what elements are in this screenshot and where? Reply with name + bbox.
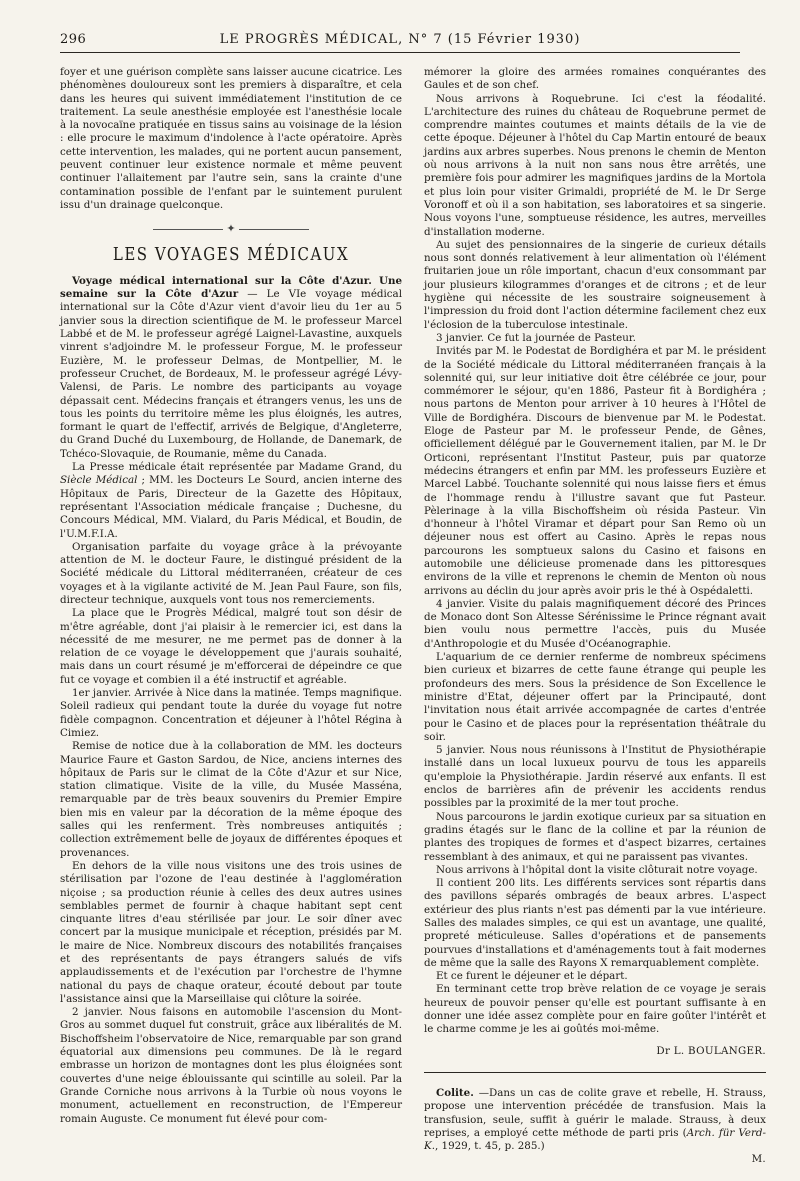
running-title: LE PROGRÈS MÉDICAL, N° 7 (15 Février 1930): [219, 32, 581, 47]
page-header: [60, 30, 740, 53]
paragraph: Voyage médical international sur la Côte d'Azur. Une semaine sur la Côte d'Azur — Le VIe voyage médical international sur la Côte d'Azur vient d'avoir lieu du 1er au 5 janvier sous la direction scientifique de M. le professeur Marcel Labbé et de M. le professeur agrégé Laignel-Lavastine, auxquels vinrent s'adjoindre M. le professeur Forgue, M. le professeur Euzière, M. le professeur Delmas, de Montpellier, M. le professeur Cruchet, de Bordeaux, M. le professeur agrégé Lévy-Valensi, de Paris. Le nombre des participants au voyage dépassait cent. Médecins français et étrangers venus, les uns de tous les points du territoire même les plus éloignés, les autres, formant le quart de l'effectif, arrivés de Belgique, d'Angleterre, du Grand Duché du Luxembourg, de Hollande, de Danemark, de Tchéco-Slovaquie, de Roumanie, même du Canada.: [60, 274, 402, 460]
page-number: 296: [60, 32, 87, 47]
section-divider: [424, 1072, 766, 1073]
paragraph: 1er janvier. Arrivée à Nice dans la matinée. Temps magnifique. Soleil radieux qui pendant toute la durée du voyage fut notre fidèle compagnon. Concentration et déjeuner à l'hôtel Régina à Cimiez.: [60, 687, 402, 739]
paragraph: Colite. —Dans un cas de colite grave et rebelle, H. Strauss, propose une intervention précédée de transfusion. Mais la transfusion, seule, suffit à guérir le malade. Strauss, à deux reprises, a employé cette méthode de parti pris (Arch. für Verd-K., 1929, t. 45, p. 285.): [424, 1086, 766, 1153]
paragraph: L'aquarium de ce dernier renferme de nombreux spécimens bien curieux et bizarres de cette faune étrange qui peuple les profondeurs des mers. Sous la présidence de Son Excellence le ministre d'Etat, déjeuner offert par la Principauté, dont l'invitation nous était arrivée accompagnée de cartes d'entrée pour le Casino et de places pour la représentation théâtrale du soir.: [424, 651, 766, 743]
colite-note: [424, 1087, 766, 1167]
right-column: [424, 66, 766, 1181]
paragraph: Nous arrivons à Roquebrune. Ici c'est la féodalité. L'architecture des ruines du château de Roquebrune permet de comprendre maintes coutumes et maints détails de la vie de cette époque. Déjeuner à l'hôtel du Cap Martin entouré de beaux jardins aux arbres superbes. Nous prenons le chemin de Menton où nous arrivons à la nuit non sans nous être arrêtés, une première fois pour admirer les magnifiques jardins de la Mortola et plus loin pour visiter Grimaldi, propriété de M. le Dr Serge Voronoff et où il a son habitation, ses laboratoires et sa singerie. Nous voyons l'une, somptueuse résidence, les autres, merveilles d'installation moderne.: [424, 92, 766, 238]
paragraph: La Presse médicale était représentée par Madame Grand, du Siècle Médical ; MM. les Docteurs Le Sourd, ancien interne des Hôpitaux de Paris, Directeur de la Gazette des Hôpitaux, représentant l'Association médicale française ; Duchesne, du Concours Médical, MM. Vialard, du Paris Médical, et Boudin, de l'U.M.F.I.A.: [60, 461, 402, 540]
paragraph: mémorer la gloire des armées romaines conquérantes des Gaules et de son chef.: [424, 66, 766, 92]
ornament-divider: ✦: [60, 222, 402, 235]
paragraph: 4 janvier. Visite du palais magnifiquement décoré des Princes de Monaco dont Son Altesse Sérénissime le Prince régnant avait bien voulu nous permettre l'accès, puis du Musée d'Anthropologie et du Musée d'Océanographie.: [424, 597, 766, 650]
paragraph: En dehors de la ville nous visitons une des trois usines de stérilisation par l'ozone de l'eau destinée à l'agglomération niçoise ; sa production réunie à celles des deux autres usines semblables permet de fournir à chaque habitant sept cent cinquante litres d'eau stérilisée par jour. Le soir dîner avec concert par la musique municipale et réception, présidés par M. le maire de Nice. Nombreux discours des notabilités françaises et des représentants de pays étrangers salués de vifs applaudissements et de l'exécution par l'orchestre de l'hymne national du pays de chaque orateur, écouté debout par toute l'assistance ainsi que la Marseillaise qui clôture la soirée.: [60, 859, 402, 1005]
paragraph: Il contient 200 lits. Les différents services sont répartis dans des pavillons séparés ombragés de beaux arbres. L'aspect extérieur des plus riants n'est pas démenti par la vue intérieure. Salles des malades simples, ce qui est un avantage, une qualité, propreté méticuleuse. Salles d'opérations et de pansements pourvues d'installations et d'aménagements tout à fait modernes de même que la salle des Rayons X remarquablement complète.: [424, 877, 766, 969]
paragraph: En terminant cette trop brève relation de ce voyage je serais heureux de pouvoir penser qu'elle est pourtant suffisante à en donner une idée assez complète pour en faire goûter l'intérêt et le charme comme je les ai goûtés moi-même.: [424, 983, 766, 1036]
section-title: LES VOYAGES MÉDICAUX: [112, 242, 350, 265]
paragraph: Invités par M. le Podestat de Bordighéra et par M. le président de la Société médicale du Littoral méditerranéen français à la solennité qui, sur leur initiative doit être célébrée ce jour, pour commémorer le séjour, qu'en 1886, Pasteur fit à Bordighéra ; nous partons de Menton pour arriver à 10 heures à l'Hôtel de Ville de Bordighéra. Discours de bienvenue par M. le Podestat. Eloge de Pasteur par M. le professeur Pende, de Gênes, officiellement délégué par le Gouvernement italien, par M. le Dr Orticoni, représentant l'Institut Pasteur, puis par quatorze médecins étrangers et enfin par MM. les professeurs Euzière et Marcel Labbé. Touchante solennité qui nous laisse fiers et émus de l'hommage rendu à l'illustre savant que fut Pasteur. Pèlerinage à la villa Bischoffsheim où résida Pasteur. Vin d'honneur à l'hôtel Viramar et départ pour San Remo où un déjeuner nous est offert au Casino. Après le repas nous parcourons les somptueux salons du Casino et faisons en automobile une délicieuse promenade dans les pittoresques environs de la ville et reprenons le chemin de Menton où nous arrivons au déclin du jour après avoir pris le thé à Ospédaletti.: [424, 345, 766, 597]
left-column: [60, 66, 402, 1126]
paragraph: 3 janvier. Ce fut la journée de Pasteur.: [436, 331, 636, 344]
article-subhead: Voyage médical international sur la Côte d'Azur. Une semaine sur la Côte d'Azur: [60, 274, 402, 301]
paragraph: La place que le Progrès Médical, malgré tout son désir de m'être agréable, dont j'ai plaisir à le remercier ici, est dans la nécessité de me mesurer, ne me permet pas de donner à la relation de ce voyage le développement que j'aurais souhaité, mais dans un court résumé je m'efforcerai de dépeindre ce que fut ce voyage et combien il a été instructif et agréable.: [60, 607, 402, 686]
paragraph: Et ce furent le déjeuner et le départ.: [436, 970, 628, 983]
author-signature: Dr L. BOULANGER.: [656, 1044, 766, 1057]
paragraph: Nous arrivons à l'hôpital dont la visite clôturait notre voyage.: [436, 863, 758, 876]
paragraph: foyer et une guérison complète sans laisser aucune cicatrice. Les phénomènes douloureux sont les premiers à disparaître, et cela dans les heures qui suivent immédiatement l'institution de ce traitement. La seule anesthésie employée est l'anesthésie locale à la novocaïne pratiquée en tissus sains au voisinage de la lésion : elle procure le maximum d'indolence à l'acte opératoire. Après cette intervention, les malades, qui ne portent aucun pansement, peuvent continuer leur existence normale et même peuvent continuer l'allaitement par l'autre sein, sans la crainte d'une contamination possible de l'enfant par le suintement purulent issu d'un drainage quelconque.: [60, 66, 402, 211]
paragraph: 2 janvier. Nous faisons en automobile l'ascension du Mont-Gros au sommet duquel fut construit, grâce aux libéralités de M. Bischoffsheim l'observatoire de Nice, remarquable par son grand équatorial aux dimensions peu communes. De là le regard embrasse un horizon de montagnes dont les plus éloignées sont couvertes d'une neige éblouissante qui scintille au soleil. Par la Grande Corniche nous arrivons à la Turbie où nous voyons le monument, actuellement en reconstruction, de l'Empereur romain Auguste. Ce monument fut élevé pour com-: [60, 1006, 402, 1125]
paragraph: Au sujet des pensionnaires de la singerie de curieux détails nous sont donnés relativement à leur alimentation où l'élément fruitarien joue un rôle important, chacun d'eux consommant par jour plusieurs kilogrammes d'oranges et de citrons ; et de leur hygiène qui nécessite de les soustraire soigneusement à l'impression du froid dont l'action détermine facilement chez eux l'éclosion de la tuberculose intestinale.: [424, 238, 766, 331]
paragraph: Remise de notice due à la collaboration de MM. les docteurs Maurice Faure et Gaston Sardou, de Nice, anciens internes des hôpitaux de Paris sur le climat de la Côte d'Azur et sur Nice, station climatique. Visite de la ville, du Musée Masséna, remarquable par de très beaux souvenirs du Premier Empire bien mis en valeur par la décoration de la même époque des salles qui les renferment. Très nombreuses antiquités ; collection extrêmement belle de joyaux de différentes époques et provenances.: [60, 740, 402, 859]
paragraph: Organisation parfaite du voyage grâce à la prévoyante attention de M. le docteur Faure, le distingué président de la Société médicale du Littoral méditerranéen, créateur de ces voyages et à la vigilante activité de M. Jean Paul Faure, son fils, directeur technique, auxquels vont tous nos remerciements.: [60, 540, 402, 606]
note-signature: M.: [751, 1153, 766, 1166]
paragraph: Nous parcourons le jardin exotique curieux par sa situation en gradins étagés sur le flanc de la colline et par la réunion de plantes des tropiques de formes et d'aspect bizarres, certaines ressemblant à des animaux, et qui ne paraissent pas vivantes.: [424, 810, 766, 863]
paragraph: 5 janvier. Nous nous réunissons à l'Institut de Physiothérapie installé dans un local luxueux pourvu de tous les appareils qu'emploie la Physiothérapie. Jardin réservé aux enfants. Il est enclos de barrières afin de prévenir les accidents rendus possibles par la proximité de la mer tout proche.: [424, 744, 766, 810]
